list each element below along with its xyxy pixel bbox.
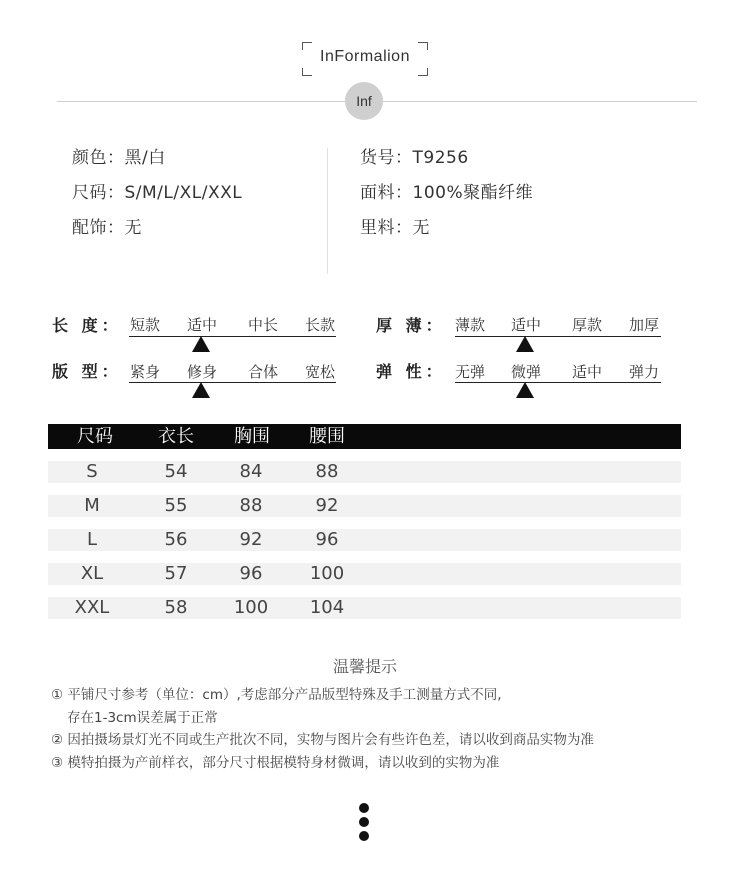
info-value: 100%聚酯纤维 [412,183,534,203]
info-row-lining [360,216,533,251]
table-cell: 96 [315,529,339,550]
thickness-option: 薄款 [455,316,486,334]
thickness-label: 厚 薄： [376,316,446,335]
thickness-option: 适中 [511,316,542,334]
table-cell: 88 [315,461,339,482]
elasticity-option: 无弹 [455,363,486,381]
table-row [48,597,681,619]
length-scale-line [129,336,336,337]
table-row [48,495,681,517]
table-cell: 100 [309,563,345,584]
table-cell: 84 [239,461,263,482]
table-row [48,563,681,585]
info-row-item-number [360,146,533,181]
thickness-option: 加厚 [629,316,660,334]
frame-corner-bottom-left [302,68,312,76]
notes-title: 温馨提示 [332,657,397,676]
table-cell: S [86,461,98,482]
note-line: ③ 模特拍摄为产前样衣，部分尺寸根据模特身材微调，请以收到的实物为准 [51,755,500,771]
table-row [48,461,681,483]
more-dots-icon [359,803,369,813]
column-header-size: 尺码 [77,426,113,447]
column-header-chest: 胸围 [234,426,270,447]
info-column-left [72,146,242,251]
table-cell: 58 [164,597,188,618]
info-row-accessory [72,216,242,251]
info-row-size [72,181,242,216]
table-cell: 100 [233,597,269,618]
length-indicator-triangle [192,336,210,352]
fit-label: 版 型： [52,362,122,381]
info-label: 货号： [360,148,413,168]
info-label: 颜色： [72,148,125,168]
table-cell: 56 [164,529,188,550]
info-value: 无 [124,218,142,238]
table-cell: 88 [239,495,263,516]
fit-indicator-triangle [192,382,210,398]
fit-option: 修身 [187,363,218,381]
fit-option: 紧身 [130,363,161,381]
info-label: 尺码： [72,183,125,203]
table-cell: XXL [74,597,110,618]
note-line: ② 因拍摄场景灯光不同或生产批次不同，实物与图片会有些许色差，请以收到商品实物为准 [51,732,594,748]
table-cell: 54 [164,461,188,482]
fit-option: 宽松 [305,363,336,381]
header-frame [302,42,428,76]
info-row-color [72,146,242,181]
thickness-indicator-triangle [516,336,534,352]
info-value: 无 [412,218,430,238]
table-cell: 92 [315,495,339,516]
section-title: InFormalion [320,48,410,65]
frame-corner-bottom-right [418,68,428,76]
elasticity-option: 微弹 [511,363,542,381]
fit-option: 合体 [248,363,279,381]
column-header-waist: 腰围 [309,426,345,447]
fit-scale-line [129,382,336,383]
note-line: 存在1-3cm误差属于正常 [67,710,218,726]
elasticity-option: 适中 [572,363,603,381]
elasticity-scale-line [455,382,661,383]
elasticity-indicator-triangle [516,382,534,398]
more-dots-icon [359,831,369,841]
table-cell: XL [80,563,104,584]
table-cell: 55 [164,495,188,516]
table-cell: 104 [309,597,345,618]
elasticity-label: 弹 性： [376,362,446,381]
table-cell: 57 [164,563,188,584]
thickness-scale-line [455,336,661,337]
more-dots-icon [359,817,369,827]
column-header-length: 衣长 [158,426,194,447]
length-option: 适中 [187,316,218,334]
length-option: 长款 [305,316,336,334]
length-label: 长 度： [52,316,122,335]
info-vertical-divider [327,148,328,274]
info-value: 黑/白 [124,148,166,168]
info-row-fabric [360,181,533,216]
length-option: 短款 [130,316,161,334]
elasticity-option: 弹力 [629,363,660,381]
length-option: 中长 [248,316,279,334]
table-row [48,529,681,551]
info-label: 面料： [360,183,413,203]
table-cell: 96 [239,563,263,584]
table-cell: 92 [239,529,263,550]
info-value: T9256 [412,148,469,168]
table-cell: L [86,529,98,550]
info-label: 里料： [360,218,413,238]
size-table-header [48,424,681,449]
thickness-option: 厚款 [572,316,603,334]
info-label: 配饰： [72,218,125,238]
table-cell: M [84,495,100,516]
inf-badge: Inf [345,82,383,120]
note-line: ① 平铺尺寸参考（单位：cm）,考虑部分产品版型特殊及手工测量方式不同, [51,687,502,703]
info-value: S/M/L/XL/XXL [124,183,243,203]
info-column-right [360,146,533,251]
